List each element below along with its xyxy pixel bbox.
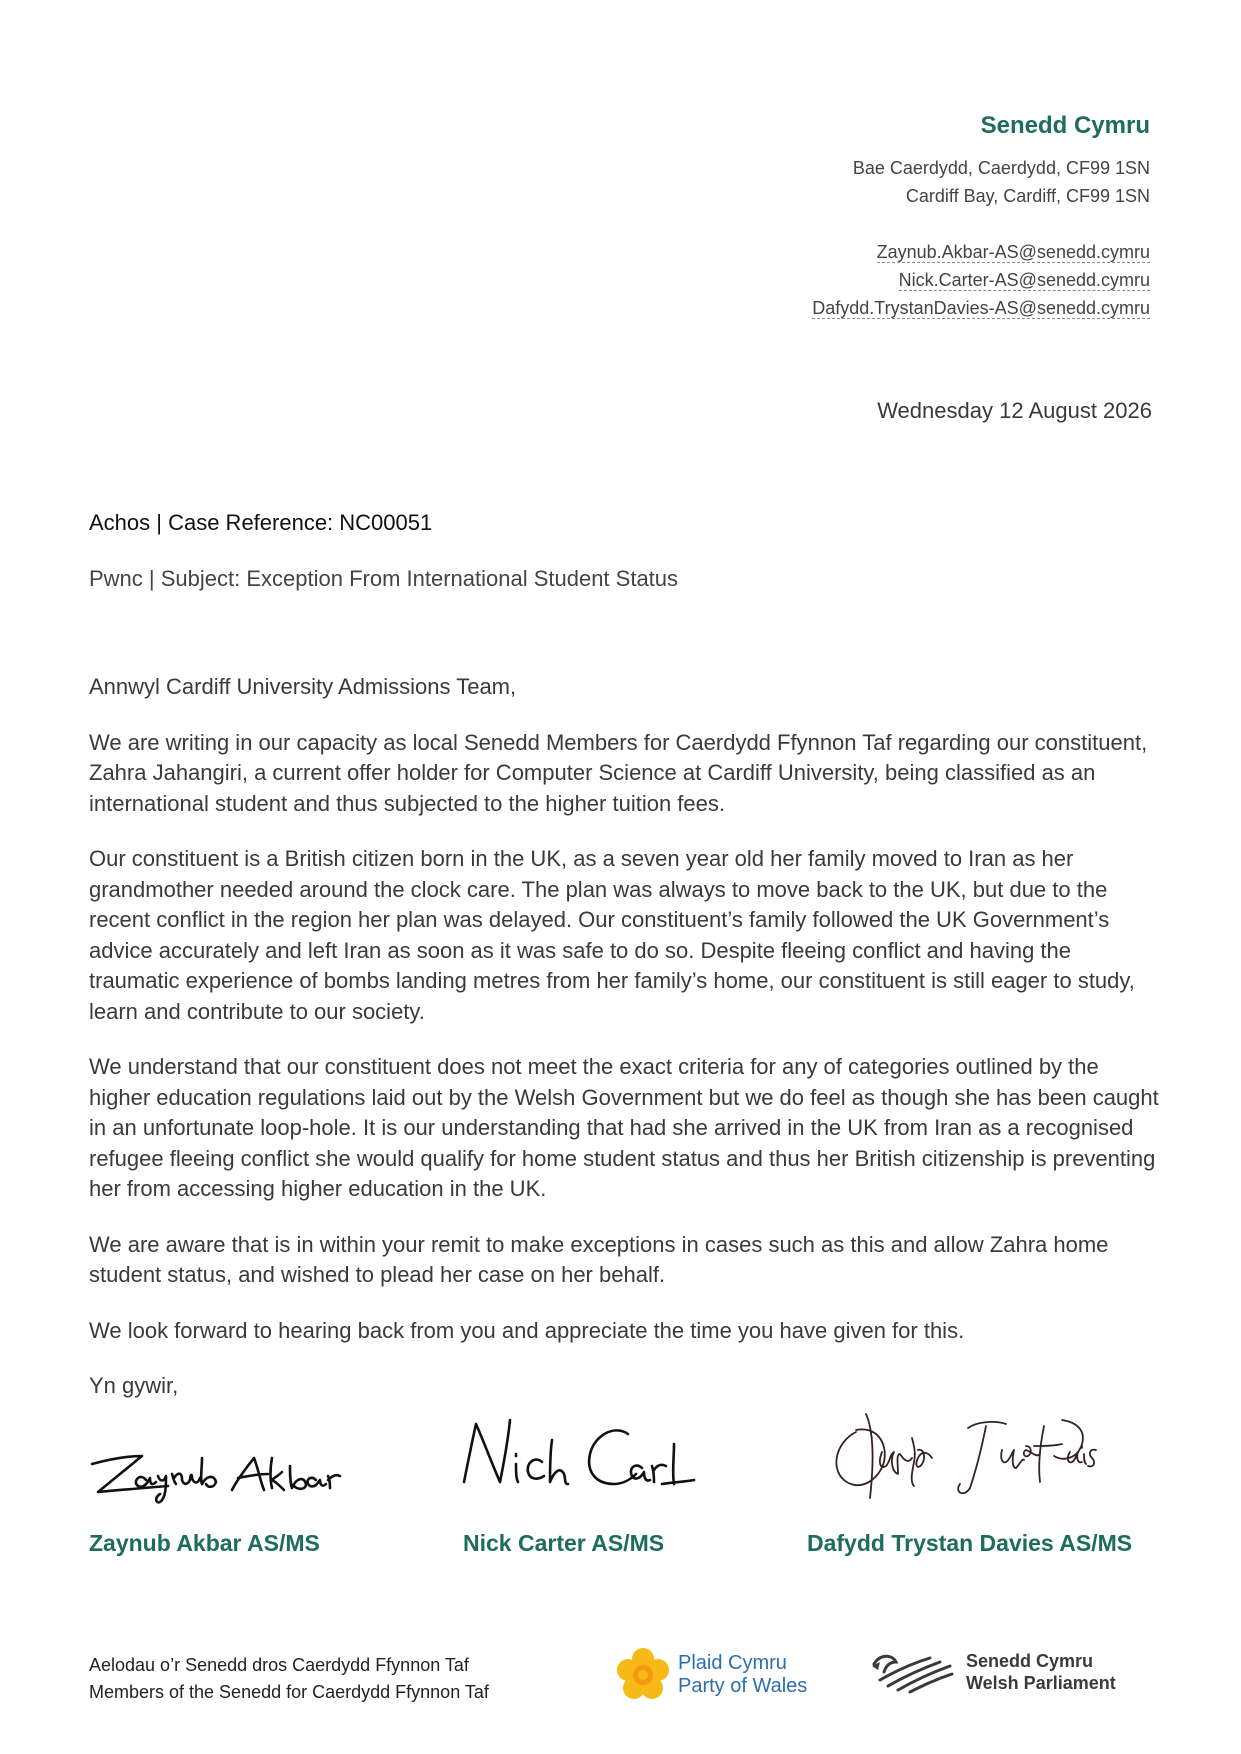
- email-link-akbar[interactable]: Zaynub.Akbar-AS@senedd.cymru: [876, 242, 1150, 262]
- letter-body: [89, 672, 1159, 1427]
- footer-line-english: Members of the Senedd for Caerdydd Ffynnon Taf: [89, 1682, 489, 1702]
- body-paragraph: We are writing in our capacity as local Senedd Members for Caerdydd Ffynnon Taf regarding our constituent, Zahra Jahangiri, a current offer holder for Computer Science at Cardiff University, being classified as an international student and thus subjected to the higher tuition fees.: [89, 729, 1148, 816]
- signature-davies: [826, 1402, 1106, 1510]
- letterhead: [812, 112, 1150, 322]
- subject-line: Pwnc | Subject: Exception From International Student Status: [89, 566, 679, 591]
- email-list: [812, 238, 1150, 322]
- senedd-line-2: Welsh Parliament: [966, 1673, 1116, 1693]
- footer-members-text: [89, 1652, 489, 1706]
- letter-date: Wednesday 12 August 2026: [877, 398, 1152, 423]
- body-paragraph: We understand that our constituent does not meet the exact criteria for any of categories outlined by the higher education regulations laid out by the Welsh Government but we do feel as though she has been caught in an unfortunate loop-hole. It is our understanding that had she arrived in the UK from Iran as a recognised refugee fleeing conflict she would qualify for home student status and thus her British citizenship is preventing her from accessing higher education in the UK.: [89, 1054, 1159, 1201]
- dragon-icon: [870, 1650, 954, 1694]
- letterhead-org: Senedd Cymru: [980, 112, 1150, 139]
- footer-line-welsh: Aelodau o’r Senedd dros Caerdydd Ffynnon Taf: [89, 1655, 469, 1675]
- closing: Yn gywir,: [89, 1373, 179, 1398]
- signature-akbar: [84, 1422, 344, 1512]
- body-paragraph: Our constituent is a British citizen born in the UK, as a seven year old her family moved to Iran as her grandmother needed around the clock care. The plan was always to move back to the UK, but due to the recent conflict in the region her plan was delayed. Our constituent’s family followed the UK Government’s advice accurately and left Iran as soon as it was safe to do so. Despite fleeing conflict and having the traumatic experience of bombs landing metres from her family’s home, our constituent is still eager to study, learn and contribute to our society.: [89, 846, 1135, 1024]
- plaid-cymru-logo: [616, 1648, 807, 1702]
- senedd-line-1: Senedd Cymru: [966, 1651, 1094, 1671]
- plaid-line-2: Party of Wales: [678, 1675, 808, 1697]
- case-reference: Achos | Case Reference: NC00051: [89, 510, 433, 535]
- email-link-carter[interactable]: Nick.Carter-AS@senedd.cymru: [898, 270, 1150, 290]
- address-welsh: Bae Caerdydd, Caerdydd, CF99 1SN: [852, 158, 1150, 178]
- address-english: Cardiff Bay, Cardiff, CF99 1SN: [905, 186, 1150, 206]
- body-paragraph: We look forward to hearing back from you and appreciate the time you have given for this.: [89, 1317, 965, 1343]
- plaid-cymru-wordmark: [678, 1652, 807, 1698]
- signatory-name-akbar: Zaynub Akbar AS/MS: [89, 1530, 320, 1556]
- signatory-name-carter: Nick Carter AS/MS: [463, 1530, 665, 1556]
- signatory-name-davies: Dafydd Trystan Davies AS/MS: [807, 1530, 1133, 1556]
- plaid-line-1: Plaid Cymru: [678, 1652, 787, 1674]
- signature-carter: [458, 1412, 698, 1508]
- body-paragraph: We are aware that is in within your remit to make exceptions in cases such as this and allow Zahra home student status, and wished to plead her case on her behalf.: [89, 1231, 1109, 1287]
- senedd-cymru-wordmark: [966, 1650, 1116, 1694]
- salutation: Annwyl Cardiff University Admissions Team,: [89, 674, 517, 699]
- senedd-cymru-logo: [870, 1650, 1116, 1694]
- email-link-davies[interactable]: Dafydd.TrystanDavies-AS@senedd.cymru: [812, 298, 1150, 318]
- daffodil-icon: [616, 1648, 670, 1702]
